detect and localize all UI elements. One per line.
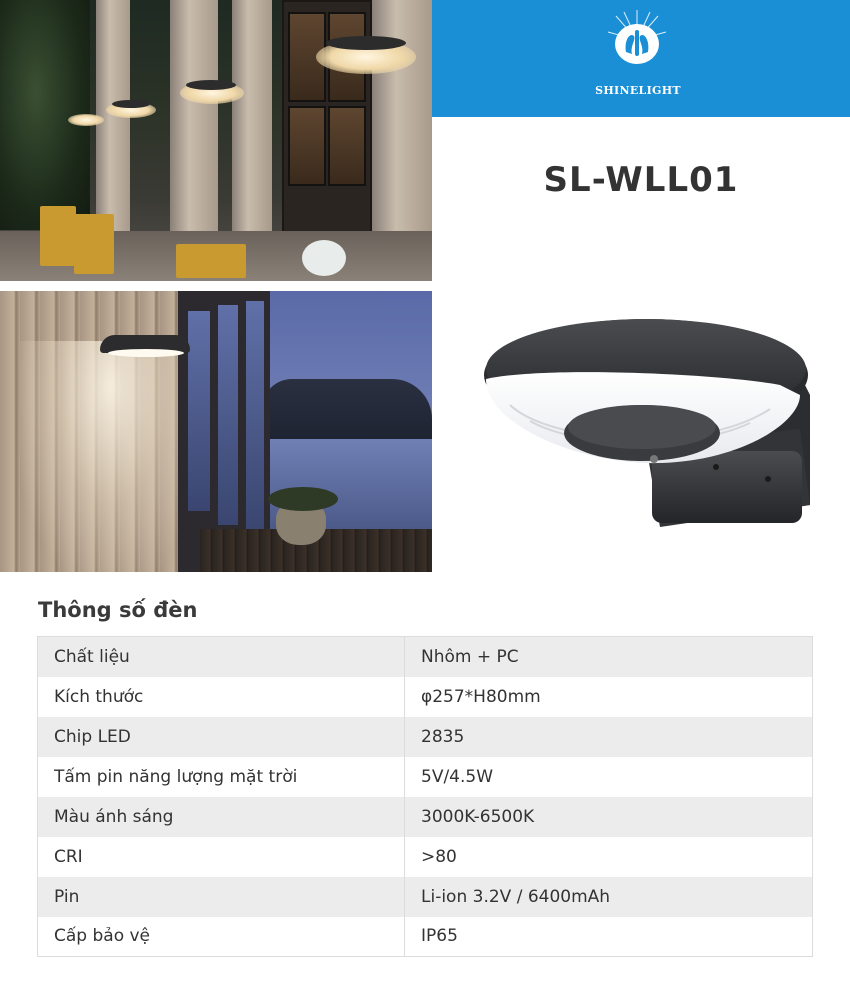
spec-value: IP65	[405, 917, 813, 957]
table-row	[38, 837, 813, 877]
spec-value: 2835	[405, 717, 813, 757]
spec-value: φ257*H80mm	[405, 677, 813, 717]
table-row	[38, 677, 813, 717]
spec-label: Kích thước	[38, 677, 405, 717]
spec-value: 5V/4.5W	[405, 757, 813, 797]
spec-label: Cấp bảo vệ	[38, 917, 405, 957]
wall-lamp-lakeside-photo	[0, 291, 432, 572]
table-row	[38, 757, 813, 797]
spec-value: Li-ion 3.2V / 6400mAh	[405, 877, 813, 917]
table-row	[38, 717, 813, 757]
spec-label: CRI	[38, 837, 405, 877]
specs-title: Thông số đèn	[38, 598, 198, 622]
outdoor-patio-photo	[0, 0, 432, 281]
specs-table	[37, 636, 813, 957]
spec-value: >80	[405, 837, 813, 877]
spec-label: Pin	[38, 877, 405, 917]
spec-label: Chip LED	[38, 717, 405, 757]
spec-label: Chất liệu	[38, 637, 405, 677]
table-row	[38, 877, 813, 917]
product-model: SL-WLL01	[543, 160, 739, 200]
spec-value: 3000K-6500K	[405, 797, 813, 837]
shinelight-logo-icon	[606, 10, 668, 72]
table-row	[38, 797, 813, 837]
spec-label: Tấm pin năng lượng mặt trời	[38, 757, 405, 797]
spec-value: Nhôm + PC	[405, 637, 813, 677]
spec-label: Màu ánh sáng	[38, 797, 405, 837]
table-row	[38, 637, 813, 677]
table-row	[38, 917, 813, 957]
brand-name: SHINELIGHT	[595, 84, 681, 97]
product-photo	[470, 305, 820, 545]
